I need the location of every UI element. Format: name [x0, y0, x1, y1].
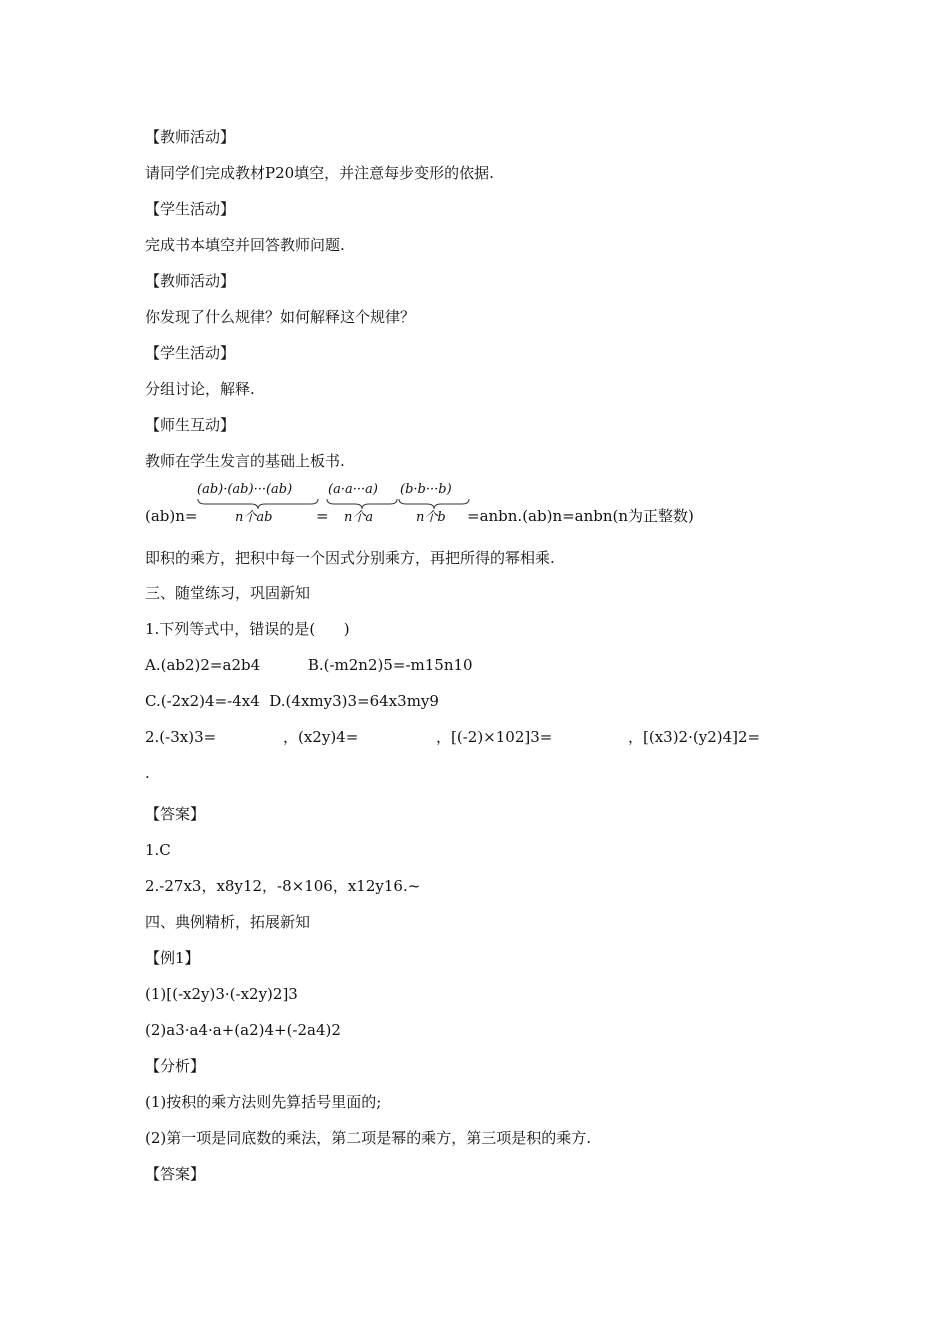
heading-student-activity-2: 【学生活动】 — [145, 344, 236, 362]
question-2-end: . — [145, 764, 150, 782]
formula-group2-top: (a·a···a) — [328, 482, 378, 497]
question-1: 1.下列等式中，错误的是( ) — [145, 620, 350, 638]
heading-teacher-activity-2: 【教师活动】 — [145, 272, 236, 290]
formula-rhs: =anbn.(ab)n=anbn(n为正整数) — [467, 507, 694, 525]
heading-analysis: 【分析】 — [145, 1057, 206, 1075]
paragraph: 教师在学生发言的基础上板书. — [145, 452, 345, 470]
heading-answer-1: 【答案】 — [145, 805, 206, 823]
question-2-part1: 2.(-3x)3= — [145, 728, 217, 746]
question-2-part4: ，[(x3)2·(y2)4]2= — [628, 728, 761, 746]
question-2-part2: ，(x2y)4= — [283, 728, 359, 746]
section-heading-4: 四、典例精析，拓展新知 — [145, 913, 311, 931]
formula-group1-top: (ab)·(ab)···(ab) — [197, 482, 293, 497]
option-a-b: A.(ab2)2=a2b4 B.(-m2n2)5=-m15n10 — [145, 656, 473, 674]
heading-student-activity-1: 【学生活动】 — [145, 200, 236, 218]
formula-lhs: (ab)n= — [145, 507, 198, 525]
formula-group3-bottom: n个b — [416, 510, 446, 525]
paragraph: 即积的乘方，把积中每一个因式分别乘方，再把所得的幂相乘. — [145, 549, 555, 567]
question-2-part3: ，[(-2)×102]3= — [436, 728, 553, 746]
paragraph: 你发现了什么规律？如何解释这个规律？ — [145, 308, 416, 326]
heading-example-1: 【例1】 — [145, 949, 200, 967]
paragraph: 请同学们完成教材P20填空，并注意每步变形的依据. — [145, 164, 494, 182]
answer-2: 2.-27x3，x8y12，-8×106，x12y16.~ — [145, 877, 421, 895]
formula-equals: = — [316, 507, 329, 525]
analysis-1: (1)按积的乘方法则先算括号里面的; — [145, 1093, 382, 1111]
heading-teacher-activity-1: 【教师活动】 — [145, 128, 236, 146]
heading-teacher-student-interaction: 【师生互动】 — [145, 416, 236, 434]
heading-answer-2: 【答案】 — [145, 1165, 206, 1183]
formula-group3-top: (b·b···b) — [400, 482, 452, 497]
formula-group1-bottom: n个ab — [235, 510, 273, 525]
answer-1: 1.C — [145, 841, 171, 859]
analysis-2: (2)第一项是同底数的乘法，第二项是幂的乘方，第三项是积的乘方. — [145, 1129, 592, 1147]
example-part-1: (1)[(-x2y)3·(-x2y)2]3 — [145, 985, 298, 1003]
product-power-formula — [145, 478, 865, 528]
option-c-d: C.(-2x2)4=-4x4 D.(4xmy3)3=64x3my9 — [145, 692, 439, 710]
formula-group2-bottom: n个a — [344, 510, 374, 525]
example-part-2: (2)a3·a4·a+(a2)4+(-2a4)2 — [145, 1021, 341, 1039]
paragraph: 完成书本填空并回答教师问题. — [145, 236, 345, 254]
paragraph: 分组讨论，解释. — [145, 380, 255, 398]
section-heading-3: 三、随堂练习，巩固新知 — [145, 584, 311, 602]
